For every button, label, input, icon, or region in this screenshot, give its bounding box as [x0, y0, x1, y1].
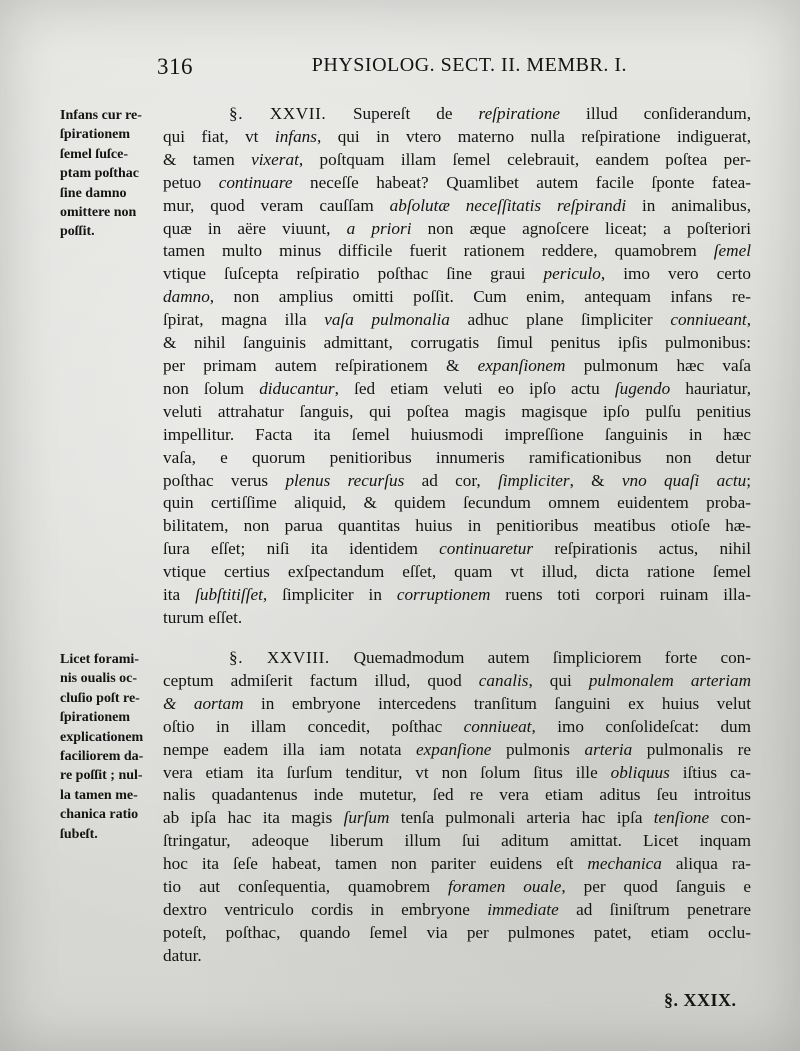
text-line: [163, 945, 751, 968]
text-run: , poſtquam illam ſemel celebrauit, eandem poſtea per-: [298, 149, 752, 169]
text-line: [163, 447, 751, 470]
italic-phrase: conniueant: [670, 310, 747, 330]
italic-phrase: mechanica: [587, 854, 662, 874]
margin-note-line: ſpirationem: [60, 710, 130, 726]
text-line: [163, 784, 751, 807]
text-run: ita: [163, 585, 196, 605]
text-line: [163, 607, 751, 630]
text-run: pulmonum hæc vaſa: [565, 355, 752, 375]
italic-phrase: periculo: [543, 264, 601, 284]
text-run: , qui in vtero materno nulla reſpiratione indiguerat,: [316, 126, 751, 146]
italic-phrase: arteria: [584, 739, 633, 759]
text-line: [163, 470, 751, 493]
text-line: [163, 561, 751, 584]
text-line: [163, 670, 751, 693]
text-run: vtique ſuſcepta reſpiratio poſthac ſine graui: [163, 264, 544, 284]
section-number: §. XXVIII.: [229, 648, 354, 667]
text-run: pulmonalis re: [632, 739, 752, 759]
italic-phrase: abſolutæ neceſſitatis reſpirandi: [389, 195, 627, 215]
italic-phrase: infans: [274, 126, 317, 146]
text-run: , qui: [528, 670, 589, 690]
text-run: iſtius ca-: [669, 762, 751, 782]
text-line: [163, 693, 751, 716]
text-run: aliqua ra-: [661, 854, 751, 874]
text-line: [163, 492, 751, 515]
text-run: neceſſe habeat? Quamlibet autem facile ſponte fatea-: [292, 172, 751, 192]
text-run: reſpirationis actus, nihil: [533, 539, 751, 559]
text-line: [163, 195, 751, 218]
text-run: ad cor,: [404, 470, 498, 490]
text-line: [163, 899, 751, 922]
text-run: non æque agnoſcere liceat; a poſteriori: [411, 218, 751, 238]
italic-phrase: tenſione: [653, 808, 710, 828]
margin-note-line: ſine damno: [60, 185, 127, 201]
text-run: con-: [709, 808, 751, 828]
text-run: petuo: [163, 172, 219, 192]
margin-note-line: cluſio poſt re-: [60, 690, 140, 706]
text-line: [163, 739, 751, 762]
text-run: & tamen: [163, 149, 252, 169]
text-run: nalis quadantenus inde mutetur, ſed re vera etiam aditus ſeu introitus: [163, 785, 751, 805]
text-line: [163, 172, 751, 195]
text-run: tio aut conſequentia, quamobrem: [163, 877, 449, 897]
text-line: [163, 424, 751, 447]
text-run: nempe eadem illa iam notata: [163, 739, 417, 759]
text-run: ruens toti corpori ruinam illa-: [490, 585, 751, 605]
italic-phrase: obliquus: [610, 762, 670, 782]
text-line: [163, 584, 751, 607]
italic-phrase: plenus recurſus: [285, 470, 405, 490]
italic-phrase: ſugendo: [614, 378, 671, 398]
text-line: [163, 647, 751, 670]
text-run: in animalibus,: [626, 195, 752, 215]
margin-note-line: poſſit.: [60, 224, 95, 240]
margin-note-2: [60, 650, 162, 844]
text-run: , &: [569, 470, 622, 490]
text-run: vera etiam ita ſurſum tenditur, vt non ſolum ſitus ille: [163, 762, 611, 782]
text-run: dextro ventriculo cordis in embryone: [163, 899, 488, 919]
text-line: [163, 332, 751, 355]
italic-phrase: immediate: [487, 899, 559, 919]
text-line: [163, 149, 751, 172]
margin-note-line: nis oualis oc-: [60, 671, 138, 687]
text-line: [163, 240, 751, 263]
text-run: oſtio in illam concedit, poſthac: [163, 716, 464, 736]
italic-phrase: diducantur: [259, 378, 335, 398]
text-run: adhuc plane ſimpliciter: [449, 310, 671, 330]
text-run: non ſolum: [163, 378, 260, 398]
text-run: illud conſiderandum,: [560, 104, 751, 123]
catchword: §. XXIX.: [664, 990, 737, 1010]
text-line: [163, 830, 751, 853]
margin-note-line: ſemel ſuſce-: [60, 146, 129, 162]
text-run: tenſa pulmonali arteria hac ipſa: [389, 808, 654, 828]
text-run: ;: [746, 470, 751, 490]
italic-phrase: damno: [163, 287, 210, 307]
italic-phrase: continuaretur: [439, 539, 534, 559]
italic-phrase: vno quaſi actu: [621, 470, 747, 490]
text-run: , imo vero certo: [600, 264, 751, 284]
text-run: turum eſſet.: [163, 607, 243, 627]
text-run: datur.: [163, 945, 202, 965]
text-run: Quemadmodum autem ſimpliciorem forte con-: [353, 648, 751, 667]
text-line: [163, 378, 751, 401]
margin-note-line: Infans cur re-: [60, 108, 142, 123]
italic-phrase: continuare: [218, 172, 293, 192]
page-number: 316: [157, 54, 193, 79]
text-run: qui fiat, vt: [163, 126, 275, 146]
text-line: [163, 807, 751, 830]
margin-note-line: omittere non: [60, 205, 137, 221]
text-line: [163, 853, 751, 876]
text-run: vtique certius exſpectandum eſſet, quam vt illud, dicta ratione ſemel: [163, 562, 751, 582]
italic-phrase: a priori: [346, 218, 412, 238]
italic-phrase: ſimpliciter: [497, 470, 570, 490]
italic-phrase: ſemel: [713, 241, 751, 261]
text-line: [163, 876, 751, 899]
margin-note-line: ſpirationem: [60, 127, 130, 143]
text-line: [163, 716, 751, 739]
text-run: , ſed etiam veluti eo ipſo actu: [334, 378, 615, 398]
text-run: hauriatur,: [670, 378, 752, 398]
margin-note-line: chanica ratio: [60, 807, 139, 823]
text-run: Supereſt de: [352, 104, 479, 123]
text-line: [163, 263, 751, 286]
text-run: hoc ita ſeſe habeat, tamen non pariter euidens eſt: [163, 854, 588, 874]
text-run: , non amplius omitti poſſit. Cum enim, antequam infans re-: [209, 287, 751, 307]
margin-note-line: faciliorem da-: [60, 749, 144, 765]
text-run: & nihil ſanguinis admittant, corrugatis ſimul penitus ipſis pulmonibus:: [163, 333, 751, 353]
text-run: vaſa, e quorum penitioribus innumeris ramificationibus non detur: [163, 447, 751, 467]
text-run: per primam autem reſpirationem &: [163, 355, 478, 375]
margin-note-line: Licet forami-: [60, 652, 139, 667]
text-run: impellitur. Facta ita ſemel huiusmodi impreſſione ſanguinis in hæc: [163, 424, 751, 444]
text-run: tamen multo minus difficile fuerit rationem reddere, quamobrem: [163, 241, 714, 261]
italic-phrase: expanſione: [416, 739, 492, 759]
italic-phrase: pulmonalem arteriam: [588, 670, 751, 690]
text-line: [163, 355, 751, 378]
text-line: [163, 515, 751, 538]
text-run: in embryone intercedens tranſitum ſanguini ex huius velut: [243, 693, 752, 713]
text-line: [163, 762, 751, 785]
section-27-paragraph: [163, 103, 751, 630]
section-28-paragraph: [163, 647, 751, 968]
text-line: [163, 103, 751, 126]
text-run: ſura eſſet; niſi ita identidem: [163, 539, 440, 559]
margin-note-line: re poſſit ; nul-: [60, 768, 143, 784]
text-line: [163, 286, 751, 309]
italic-phrase: vaſa pulmonalia: [324, 310, 450, 330]
italic-phrase: conniueat: [463, 716, 532, 736]
margin-note-line: explicationem: [60, 729, 144, 745]
page-header: [157, 54, 627, 80]
text-run: mur, quod veram cauſſam: [163, 195, 390, 215]
margin-note-line: ſubeſt.: [60, 826, 98, 842]
text-run: ſtringatur, adeoque liberum illum ſui aditum amittat. Licet inquam: [163, 831, 751, 851]
text-line: [163, 401, 751, 424]
italic-phrase: foramen ouale: [448, 877, 562, 897]
margin-note-line: ptam poſthac: [60, 166, 139, 182]
italic-phrase: vixerat: [251, 149, 299, 169]
running-title: PHYSIOLOG. SECT. II. MEMBR. I.: [311, 54, 627, 76]
text-run: , ſimpliciter in: [262, 585, 397, 605]
text-run: , imo conſolideſcat: dum: [531, 716, 751, 736]
italic-phrase: ſurſum: [343, 808, 390, 828]
text-run: poſthac verus: [163, 470, 286, 490]
text-run: pulmonis: [491, 739, 585, 759]
text-run: poteſt, poſthac, quando ſemel via per pulmones patet, etiam occlu-: [163, 922, 751, 942]
italic-phrase: expanſionem: [477, 355, 566, 375]
text-run: ad ſiniſtrum penetrare: [558, 899, 751, 919]
text-line: [163, 538, 751, 561]
text-run: quæ in aëre viuunt,: [163, 218, 347, 238]
italic-phrase: canalis: [478, 670, 529, 690]
text-run: , per quod ſanguis e: [561, 877, 751, 897]
margin-note-1: [60, 106, 162, 242]
text-run: bilitatem, non parua quantitas huius in penitioribus meatibus otioſe hæ-: [163, 516, 751, 536]
italic-phrase: & aortam: [163, 693, 244, 713]
italic-phrase: corruptionem: [396, 585, 491, 605]
text-run: quin certiſſime aliquid, & quidem ſecundum omnem euidentem proba-: [163, 493, 751, 513]
text-run: ab ipſa hac ita magis: [163, 808, 344, 828]
text-run: veluti attrahatur ſanguis, qui poſtea magis magisque ipſo pulſu penitius: [163, 401, 751, 421]
italic-phrase: ſubſtitiſſet: [195, 585, 263, 605]
text-line: [163, 922, 751, 945]
section-number: §. XXVII.: [229, 104, 353, 123]
text-line: [163, 218, 751, 241]
text-line: [163, 126, 751, 149]
margin-note-line: la tamen me-: [60, 787, 138, 803]
italic-phrase: reſpiratione: [478, 104, 561, 123]
text-run: ,: [746, 310, 751, 330]
text-run: ſpirat, magna illa: [163, 310, 325, 330]
text-line: [163, 309, 751, 332]
text-run: ceptum admiſerit factum illud, quod: [163, 670, 479, 690]
